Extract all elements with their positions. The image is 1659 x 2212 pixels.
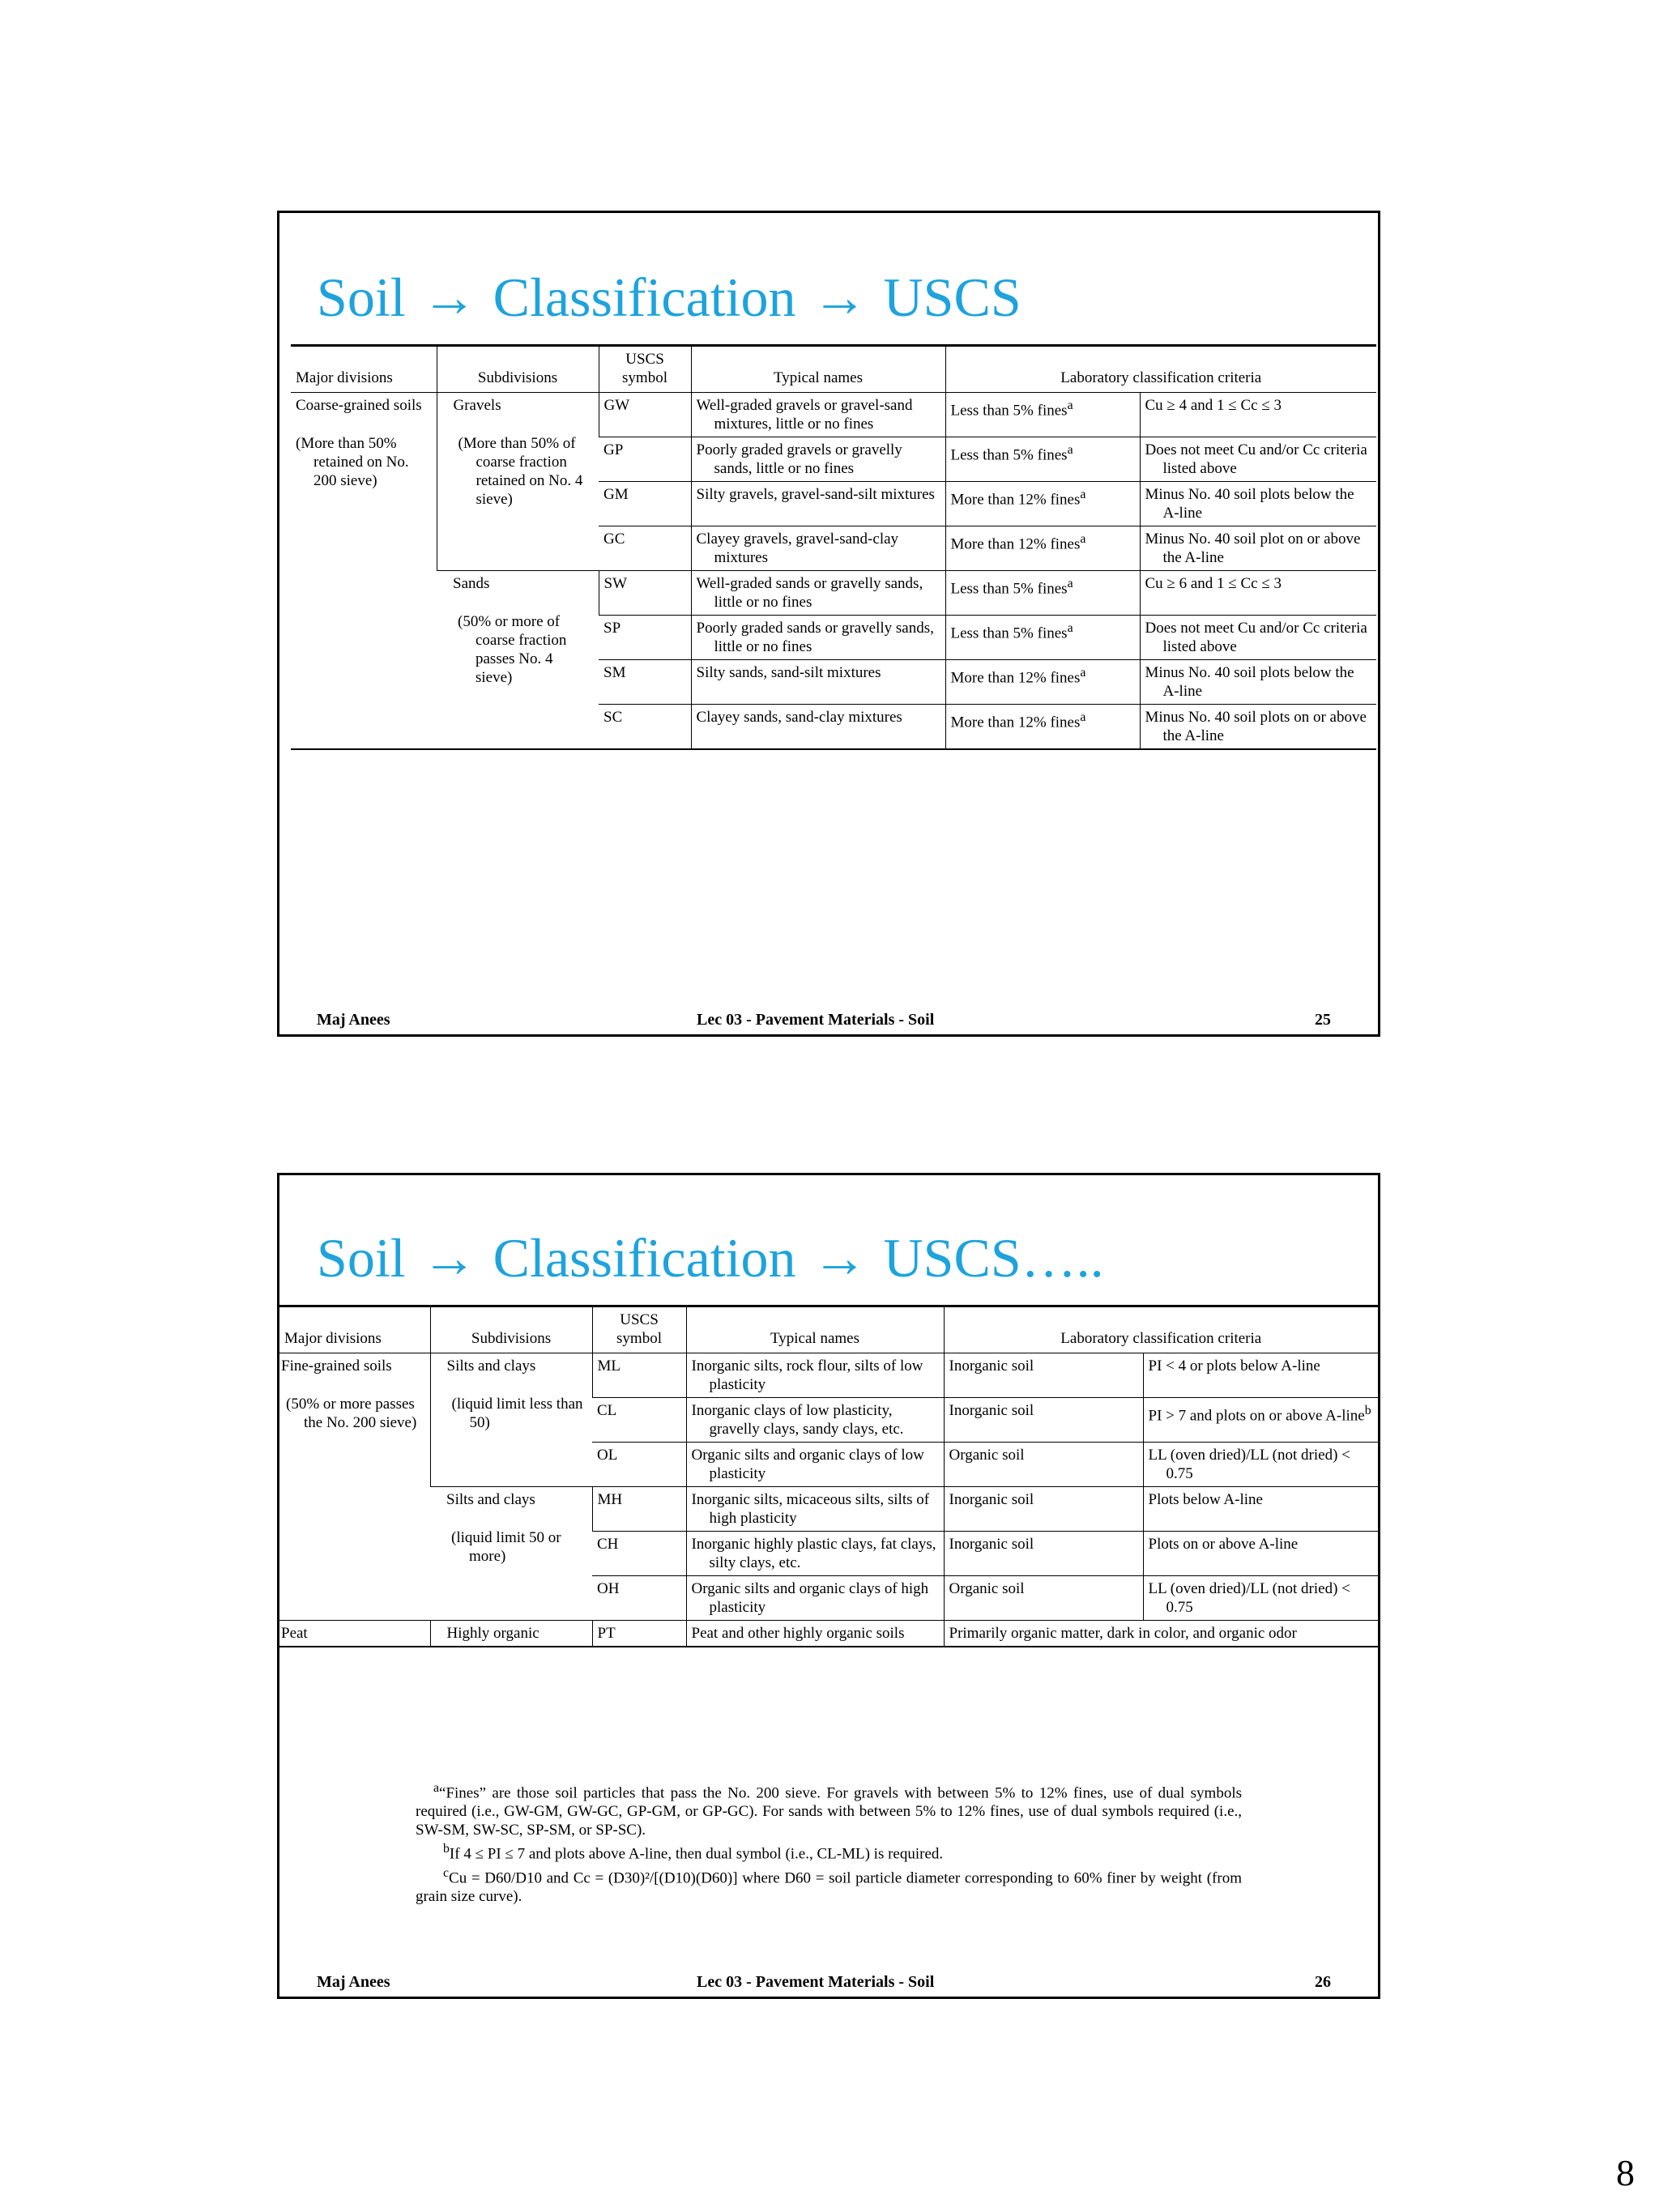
header-lab-criteria: Laboratory classification criteria: [944, 1306, 1378, 1353]
criteria-cell: LL (oven dried)/LL (not dried) < 0.75: [1143, 1576, 1378, 1621]
table-row-peat: [279, 1621, 1378, 1647]
header-uscs-symbol: USCS symbol: [592, 1306, 686, 1353]
header-subdivisions: Subdivisions: [437, 346, 599, 393]
criteria-cell: Minus No. 40 soil plot on or above the A-line: [1140, 526, 1376, 571]
slide-title: Soil → Classification → USCS…..: [317, 1227, 1104, 1289]
header-subdivisions: Subdivisions: [430, 1306, 592, 1353]
major-division-cell: Coarse-grained soils (More than 50% retained on No. 200 sieve): [296, 397, 422, 489]
symbol-cell: GC: [599, 526, 691, 571]
fines-cell: More than 12% fines$^a$: [945, 482, 1140, 526]
symbol-cell: PT: [592, 1621, 686, 1647]
typical-name-cell: Organic silts and organic clays of low plasticity: [686, 1443, 944, 1487]
subdivision-highly-organic: Highly organic: [430, 1621, 592, 1647]
soil-type-cell: Inorganic soil: [944, 1532, 1143, 1576]
criteria-cell: Does not meet Cu and/or Cc criteria listed above: [1140, 616, 1376, 660]
header-typical-names: Typical names: [686, 1306, 944, 1353]
uscs-fine-table: [279, 1305, 1378, 1647]
criteria-cell: Does not meet Cu and/or Cc criteria listed above: [1140, 437, 1376, 482]
symbol-cell: SC: [599, 705, 691, 750]
soil-type-cell: Organic soil: [944, 1443, 1143, 1487]
header-major-divisions: Major divisions: [279, 1306, 430, 1353]
footer-author: Maj Anees: [317, 1011, 390, 1029]
footer-lecture: Lec 03 - Pavement Materials - Soil: [697, 1973, 935, 1991]
typical-name-cell: Organic silts and organic clays of high plasticity: [686, 1576, 944, 1621]
footer-slide-number: 25: [1315, 1011, 1331, 1029]
criteria-cell: Cu ≥ 4 and 1 ≤ Cc ≤ 3: [1140, 393, 1376, 437]
footer-author: Maj Anees: [317, 1973, 390, 1991]
typical-name-cell: Poorly graded sands or gravelly sands, little or no fines: [691, 616, 945, 660]
typical-name-cell: Inorganic highly plastic clays, fat clays, silty clays, etc.: [686, 1532, 944, 1576]
header-typical-names: Typical names: [691, 346, 945, 393]
fines-cell: More than 12% fines$^a$: [945, 660, 1140, 705]
footnote-c: $^c$Cu = D60/D10 and Cc = (D30)²/[(D10)(D60)] where D60 = soil particle diameter corresponding to 60% finer by weight (from grain size curve).: [416, 1865, 1242, 1905]
table-row: [291, 393, 1376, 437]
symbol-cell: GP: [599, 437, 691, 482]
symbol-cell: GM: [599, 482, 691, 526]
soil-type-cell: Organic soil: [944, 1576, 1143, 1621]
subdivision-silts-clays-low: Silts and clays (liquid limit less than 50): [430, 1353, 592, 1487]
fines-cell: Less than 5% fines$^a$: [945, 437, 1140, 482]
table-footnotes: [416, 1779, 1242, 1906]
footer-slide-number: 26: [1315, 1973, 1331, 1991]
table-row: [291, 571, 1376, 616]
symbol-cell: MH: [592, 1487, 686, 1532]
footnote-b: $^b$If 4 ≤ PI ≤ 7 and plots above A-line, then dual symbol (i.e., CL-ML) is required.: [443, 1842, 944, 1863]
header-major-divisions: Major divisions: [291, 346, 437, 393]
uscs-coarse-table: [291, 344, 1376, 750]
criteria-cell: Plots on or above A-line: [1143, 1532, 1378, 1576]
symbol-cell: OL: [592, 1443, 686, 1487]
subdivision-silts-clays-high: Silts and clays (liquid limit 50 or more): [430, 1487, 592, 1621]
criteria-cell: Minus No. 40 soil plots below the A-line: [1140, 660, 1376, 705]
typical-name-cell: Silty sands, sand-silt mixtures: [691, 660, 945, 705]
typical-name-cell: Inorganic silts, rock flour, silts of low plasticity: [686, 1353, 944, 1398]
criteria-cell: Primarily organic matter, dark in color, and organic odor: [944, 1621, 1378, 1647]
major-division-cell: Fine-grained soils (50% or more passes the No. 200 sieve): [281, 1357, 417, 1431]
major-division-peat: Peat: [279, 1621, 430, 1647]
typical-name-cell: Poorly graded gravels or gravelly sands, little or no fines: [691, 437, 945, 482]
slide-title: Soil → Classification → USCS: [317, 266, 1021, 328]
typical-name-cell: Silty gravels, gravel-sand-silt mixtures: [691, 482, 945, 526]
footnote-a: $^a$“Fines” are those soil particles that pass the No. 200 sieve. For gravels with between 5% to 12% fines, use of dual symbols required (i.e., GW-GM, GW-GC, GP-GM, or GP-GC). For sands with between 5% to 12% fines, use of dual symbols required (i.e., SW-SM, SW-SC, SP-SM, or SP-SC).: [416, 1781, 1242, 1839]
criteria-cell: LL (oven dried)/LL (not dried) < 0.75: [1143, 1443, 1378, 1487]
criteria-cell: Cu ≥ 6 and 1 ≤ Cc ≤ 3: [1140, 571, 1376, 616]
page-number: 8: [1616, 2152, 1635, 2193]
arrow-icon: →: [421, 1227, 477, 1289]
criteria-cell: PI < 4 or plots below A-line: [1143, 1353, 1378, 1398]
header-uscs-symbol: USCS symbol: [599, 346, 691, 393]
soil-type-cell: Inorganic soil: [944, 1398, 1143, 1443]
arrow-icon: →: [421, 266, 477, 328]
typical-name-cell: Well-graded gravels or gravel-sand mixtures, little or no fines: [691, 393, 945, 437]
arrow-icon: →: [812, 266, 868, 328]
typical-name-cell: Peat and other highly organic soils: [686, 1621, 944, 1647]
fines-cell: Less than 5% fines$^a$: [945, 616, 1140, 660]
criteria-cell: Minus No. 40 soil plots below the A-line: [1140, 482, 1376, 526]
fines-cell: Less than 5% fines$^a$: [945, 571, 1140, 616]
symbol-cell: ML: [592, 1353, 686, 1398]
fines-cell: Less than 5% fines$^a$: [945, 393, 1140, 437]
typical-name-cell: Inorganic clays of low plasticity, gravelly clays, sandy clays, etc.: [686, 1398, 944, 1443]
typical-name-cell: Inorganic silts, micaceous silts, silts of high plasticity: [686, 1487, 944, 1532]
symbol-cell: CH: [592, 1532, 686, 1576]
criteria-cell: Plots below A-line: [1143, 1487, 1378, 1532]
soil-type-cell: Inorganic soil: [944, 1487, 1143, 1532]
subdivision-sands: Sands (50% or more of coarse fraction passes No. 4 sieve): [437, 571, 599, 750]
symbol-cell: OH: [592, 1576, 686, 1621]
typical-name-cell: Clayey sands, sand-clay mixtures: [691, 705, 945, 750]
subdivision-gravels: Gravels (More than 50% of coarse fraction retained on No. 4 sieve): [437, 393, 599, 571]
criteria-cell: PI > 7 and plots on or above A-line$^b$: [1143, 1398, 1378, 1443]
table-row: [279, 1353, 1378, 1398]
symbol-cell: SW: [599, 571, 691, 616]
soil-type-cell: Inorganic soil: [944, 1353, 1143, 1398]
table-header-row: [291, 346, 1376, 393]
table-row: [279, 1487, 1378, 1532]
criteria-cell: Minus No. 40 soil plots on or above the A-line: [1140, 705, 1376, 750]
symbol-cell: SP: [599, 616, 691, 660]
table-header-row: [279, 1306, 1378, 1353]
symbol-cell: GW: [599, 393, 691, 437]
symbol-cell: CL: [592, 1398, 686, 1443]
symbol-cell: SM: [599, 660, 691, 705]
header-lab-criteria: Laboratory classification criteria: [945, 346, 1376, 393]
slide-26: [277, 1173, 1380, 1999]
typical-name-cell: Well-graded sands or gravelly sands, little or no fines: [691, 571, 945, 616]
fines-cell: More than 12% fines$^a$: [945, 705, 1140, 750]
arrow-icon: →: [812, 1227, 868, 1289]
typical-name-cell: Clayey gravels, gravel-sand-clay mixtures: [691, 526, 945, 571]
footer-lecture: Lec 03 - Pavement Materials - Soil: [697, 1011, 935, 1029]
fines-cell: More than 12% fines$^a$: [945, 526, 1140, 571]
slide-25: [277, 211, 1380, 1037]
